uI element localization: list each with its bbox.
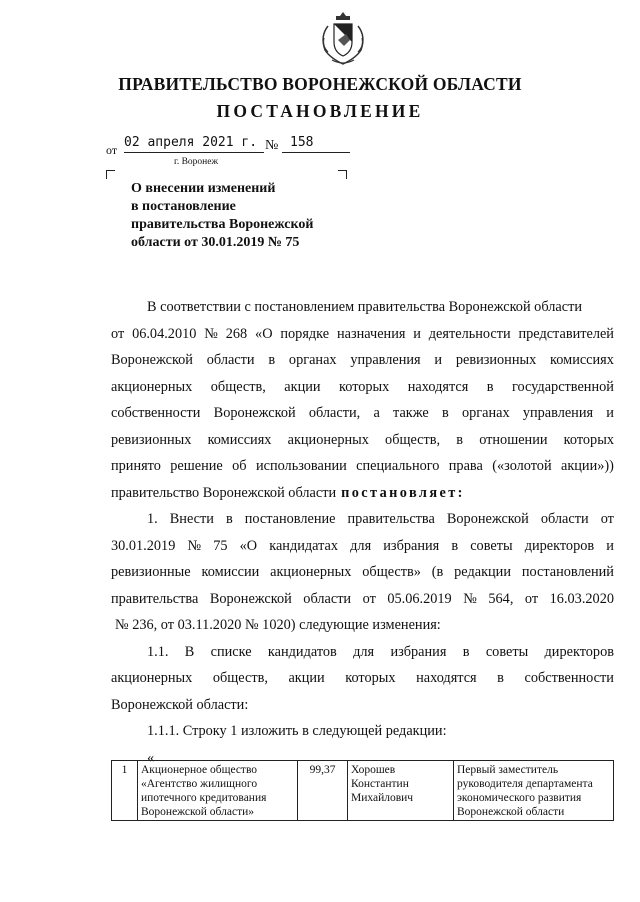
word: (в	[431, 564, 444, 580]
paragraph-item-1-1-1	[111, 718, 614, 745]
word: акции	[284, 378, 321, 395]
word: назначения	[336, 325, 406, 342]
body-text: № 236, от 03.11.2020 № 1020) следующие изменения:	[115, 617, 441, 633]
decree-word: постановляет:	[341, 484, 465, 501]
number-prefix: №	[265, 138, 279, 153]
word: от	[362, 590, 376, 607]
word: №	[204, 325, 218, 342]
paragraph-line	[111, 559, 614, 586]
word: В	[184, 643, 195, 660]
number-field: 158	[282, 134, 350, 153]
word: отношении	[479, 431, 548, 448]
word: в	[451, 537, 459, 554]
word: акционерных	[287, 431, 369, 448]
paragraph-line	[111, 639, 614, 666]
word: обществ,	[212, 670, 268, 686]
word: №	[463, 590, 477, 607]
subject-line: О внесении изменений	[131, 181, 276, 196]
paragraph-preamble	[111, 294, 614, 480]
paragraph-line	[111, 586, 614, 613]
subject-line: области от 30.01.2019 № 75	[131, 235, 300, 250]
candidates-table	[111, 760, 614, 821]
person-cell: Хорошев Константин Михайлович	[348, 761, 454, 821]
word: 1.	[147, 511, 158, 527]
word: акции	[288, 670, 325, 686]
word: в	[497, 670, 504, 686]
word: в	[462, 643, 470, 660]
paragraph-item-1-1	[111, 639, 614, 692]
paragraph-item-1	[111, 506, 614, 612]
word: советы	[485, 643, 529, 660]
word: кандидатах	[269, 537, 339, 554]
word: комиссиях	[207, 431, 272, 448]
share-cell: 99,37	[298, 761, 348, 821]
word: которых	[563, 431, 614, 448]
word: принято	[111, 458, 161, 474]
word: находятся	[416, 670, 477, 686]
word: избрания	[383, 537, 440, 554]
word: от	[524, 590, 539, 607]
word: Воронежской	[446, 511, 529, 527]
word: Внести	[169, 511, 214, 527]
paragraph-line	[111, 294, 614, 321]
word: в	[441, 405, 449, 421]
word: об	[232, 458, 247, 474]
word: которых	[339, 378, 390, 395]
paragraph-line	[111, 665, 614, 692]
word: ревизионных	[455, 352, 537, 368]
word: а	[373, 405, 380, 421]
word: для	[350, 537, 372, 554]
word: в	[456, 431, 464, 448]
word: области,	[308, 405, 361, 421]
word: государственной	[512, 378, 614, 395]
paragraph-line	[111, 321, 614, 348]
word: собственности	[524, 670, 614, 686]
subject-line: правительства Воронежской	[131, 217, 314, 232]
word: ревизионных	[111, 431, 192, 448]
word: В соответствии с постановлением правительства Воронежской области	[147, 299, 582, 315]
body-text: Воронежской области:	[111, 696, 249, 713]
subject-line: в постановление	[131, 199, 236, 214]
word: области	[206, 352, 255, 368]
word: №	[187, 537, 202, 554]
word: 268	[225, 325, 248, 342]
word: от	[600, 511, 614, 527]
document-subject	[131, 180, 351, 252]
word: советы	[470, 537, 513, 554]
city-label: г. Воронеж	[174, 157, 219, 167]
word: акции»))	[560, 458, 614, 474]
word: Воронежской	[209, 590, 292, 607]
word: от	[111, 325, 125, 342]
paragraph-line	[111, 427, 614, 454]
word: постановление	[244, 511, 336, 527]
paragraph-line	[111, 347, 614, 374]
corner-mark-left	[106, 170, 115, 179]
word: права	[448, 458, 483, 474]
paragraph-line	[111, 480, 614, 507]
paragraph-line	[111, 453, 614, 480]
word: кандидатов	[267, 643, 337, 660]
document-type: ПОСТАНОВЛЕНИЕ	[216, 101, 424, 121]
word: в	[486, 378, 494, 395]
word: «О	[239, 537, 258, 554]
word: органах	[461, 405, 510, 421]
quote-mark: «	[147, 749, 155, 766]
word: порядке	[280, 325, 330, 342]
word: Воронежской	[111, 352, 193, 368]
word: и	[606, 537, 614, 554]
company-cell: Акционерное общество «Агентство жилищного ипотечного кредитования Воронежской области»	[138, 761, 298, 821]
word: деятельности	[428, 325, 511, 342]
row-number: 1	[112, 761, 138, 821]
paragraph-line	[111, 612, 614, 639]
paragraph-line	[111, 533, 614, 560]
word: директоров	[544, 643, 614, 660]
word: для	[353, 643, 375, 660]
word: «О	[255, 325, 273, 342]
word: 564,	[488, 590, 514, 607]
word: 30.01.2019	[111, 537, 176, 554]
word: правительства	[347, 511, 435, 527]
paragraph-line	[111, 374, 614, 401]
word: органах	[288, 352, 337, 368]
word: акционерных	[111, 670, 193, 686]
date-prefix: от	[106, 143, 118, 157]
word: в	[268, 352, 276, 368]
paragraph-line	[111, 506, 614, 533]
coat-of-arms-icon	[318, 8, 368, 68]
word: обществ,	[385, 431, 441, 448]
word: («золотой	[492, 458, 552, 474]
word: находятся	[407, 378, 469, 395]
word: области	[303, 590, 352, 607]
word: 05.06.2019	[387, 590, 452, 607]
word: и	[606, 405, 614, 421]
word: и	[413, 325, 421, 342]
document-body	[111, 294, 614, 771]
word: Воронежской	[213, 405, 296, 421]
word: акционерных	[270, 564, 352, 580]
corner-mark-right	[338, 170, 347, 179]
word: собственности	[111, 405, 201, 421]
word: 16.03.2020	[549, 590, 614, 607]
word: управления	[350, 352, 421, 368]
body-text: правительство Воронежской области	[111, 484, 337, 501]
word: обществ»	[362, 564, 421, 580]
word: специального	[356, 458, 440, 474]
word: ревизионные	[111, 564, 191, 580]
word: 75	[213, 537, 228, 554]
word: которых	[345, 670, 396, 686]
word: списке	[210, 643, 252, 660]
body-text: 1.1.1. Строку 1 изложить в следующей редакции:	[147, 723, 447, 739]
word: 06.04.2010	[132, 325, 197, 342]
word: комиссиях	[550, 352, 614, 368]
position-cell: Первый заместитель руководителя департамента экономического развития Воронежской области	[454, 761, 614, 821]
word: комиссии	[201, 564, 260, 580]
word: также	[393, 405, 429, 421]
word: директоров	[524, 537, 595, 554]
date-field: 02 апреля 2021 г.	[124, 134, 264, 153]
word: обществ,	[210, 378, 266, 395]
word: акционерных	[111, 378, 193, 395]
word: решение	[170, 458, 223, 474]
word: 1.1.	[147, 643, 169, 660]
word: представителей	[518, 325, 614, 342]
word: управления	[522, 405, 594, 421]
word: постановлений	[521, 564, 614, 580]
government-title: ПРАВИТЕЛЬСТВО ВОРОНЕЖСКОЙ ОБЛАСТИ	[118, 74, 522, 94]
paragraph-line	[111, 400, 614, 427]
word: избрания	[390, 643, 447, 660]
word: использовании	[255, 458, 347, 474]
table-row	[112, 761, 614, 821]
paragraph-line	[111, 692, 614, 719]
word: редакции	[454, 564, 511, 580]
word: и	[434, 352, 443, 368]
word: правительства	[111, 590, 199, 607]
word: области	[540, 511, 589, 527]
word: в	[225, 511, 233, 527]
